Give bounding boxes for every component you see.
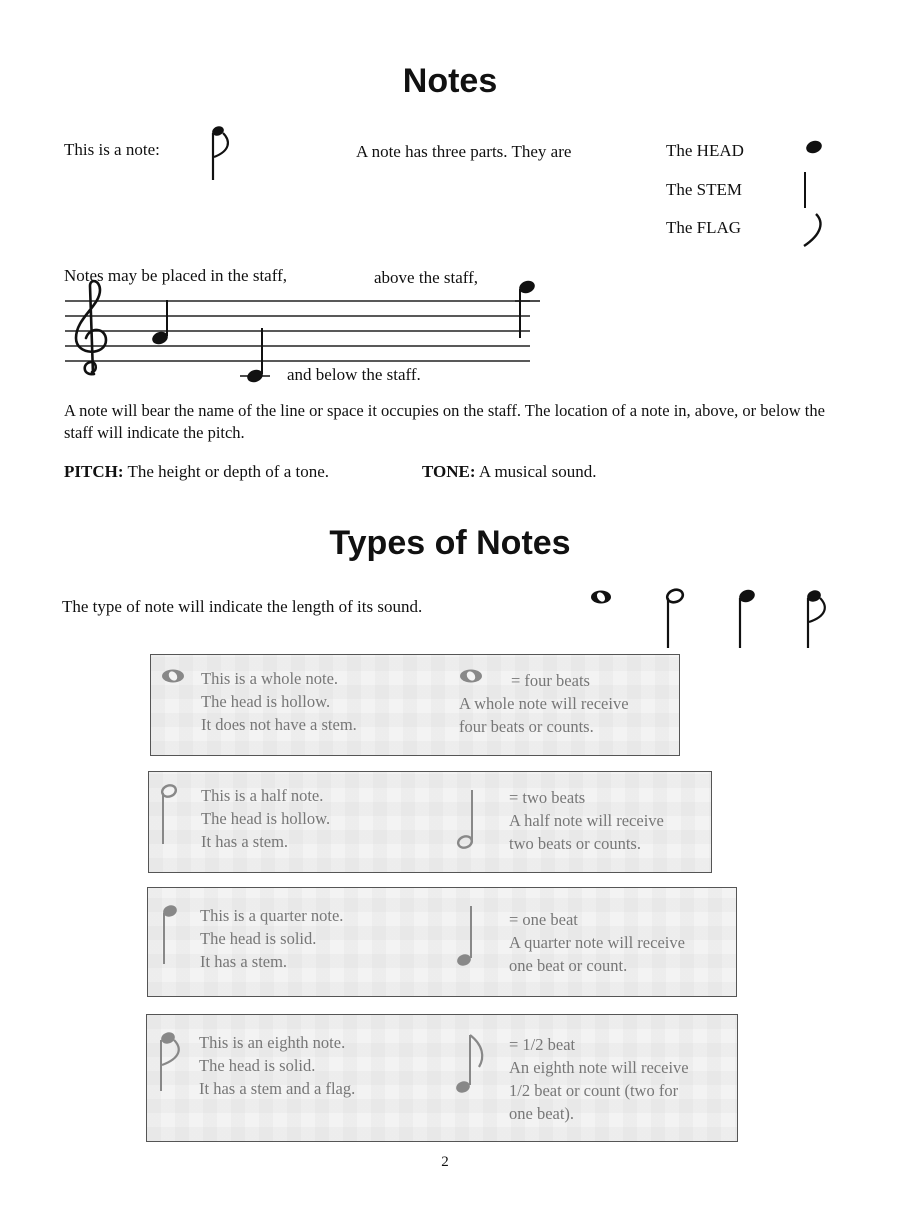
whole-note-box-icon xyxy=(159,667,187,685)
eighth-note-left-text: This is an eighth note. The head is solid. It has a stem and a flag. xyxy=(199,1033,356,1098)
part-head-label: The HEAD xyxy=(666,141,744,160)
half-note-right-text: = two beats A half note will receive two beats or counts. xyxy=(509,788,664,853)
half-note-icon xyxy=(660,586,690,652)
whole-note-right-text: = four beats A whole note will receive four beats or counts. xyxy=(459,671,629,736)
note-flag-icon xyxy=(800,212,826,250)
above-staff-label: above the staff, xyxy=(374,268,479,287)
part-flag-label: The FLAG xyxy=(666,218,742,237)
half-note-box-icon xyxy=(157,782,181,848)
note-below-staff-icon xyxy=(240,328,270,384)
pitch-def: The height or depth of a tone. xyxy=(127,462,330,481)
types-title: Types of Notes xyxy=(329,524,571,562)
quarter-note-icon xyxy=(732,586,762,652)
in-staff-label: Notes may be placed in the staff, xyxy=(64,266,287,285)
eighth-note-box xyxy=(146,1014,738,1142)
music-staff xyxy=(60,276,560,386)
whole-note-left-text: This is a whole note. The head is hollow. It does not have a stem. xyxy=(201,669,357,734)
tone-definition xyxy=(422,462,596,482)
eighth-note-icon xyxy=(205,124,239,184)
part-stem-label: The STEM xyxy=(666,180,743,199)
half-note-box xyxy=(148,771,712,873)
tone-def: A musical sound. xyxy=(478,462,597,481)
quarter-note-beats-icon xyxy=(454,902,480,970)
half-note-beats-icon xyxy=(455,786,481,852)
page-number: 2 xyxy=(441,1154,449,1170)
quarter-note-left-text: This is a quarter note. The head is solid. It has a stem. xyxy=(200,906,344,971)
tone-term: TONE: xyxy=(422,462,476,481)
pitch-term: PITCH: xyxy=(64,462,124,481)
quarter-note-box xyxy=(147,887,737,997)
whole-note-icon xyxy=(588,588,614,606)
note-stem-icon xyxy=(800,170,810,210)
treble-clef-icon xyxy=(76,281,106,374)
below-staff-label: and below the staff. xyxy=(287,365,421,384)
types-intro: The type of note will indicate the length of its sound. xyxy=(62,597,423,616)
note-in-staff-icon xyxy=(150,300,169,346)
pitch-definition xyxy=(64,462,329,482)
quarter-note-right-text: = one beat A quarter note will receive one beat or count. xyxy=(509,910,685,975)
this-is-a-note-label: This is a note: xyxy=(64,140,160,159)
half-note-left-text: This is a half note. The head is hollow. It has a stem. xyxy=(201,786,331,851)
eighth-note-icon-2 xyxy=(800,586,834,652)
eighth-note-right-text: = 1/2 beat An eighth note will receive 1/2 beat or count (two for one beat). xyxy=(509,1035,689,1123)
whole-note-box xyxy=(150,654,680,756)
eighth-note-box-icon xyxy=(155,1029,185,1095)
eighth-note-beats-icon xyxy=(453,1031,489,1097)
note-head-icon xyxy=(802,138,826,156)
page-title: Notes xyxy=(402,62,498,100)
quarter-note-box-icon xyxy=(158,902,182,968)
three-parts-label: A note has three parts. They are xyxy=(356,142,572,161)
note-above-staff-icon xyxy=(515,279,540,338)
pitch-paragraph: A note will bear the name of the line or space it occupies on the staff. The location of a note in, above, or below the staff will indicate the pitch. xyxy=(64,401,825,442)
